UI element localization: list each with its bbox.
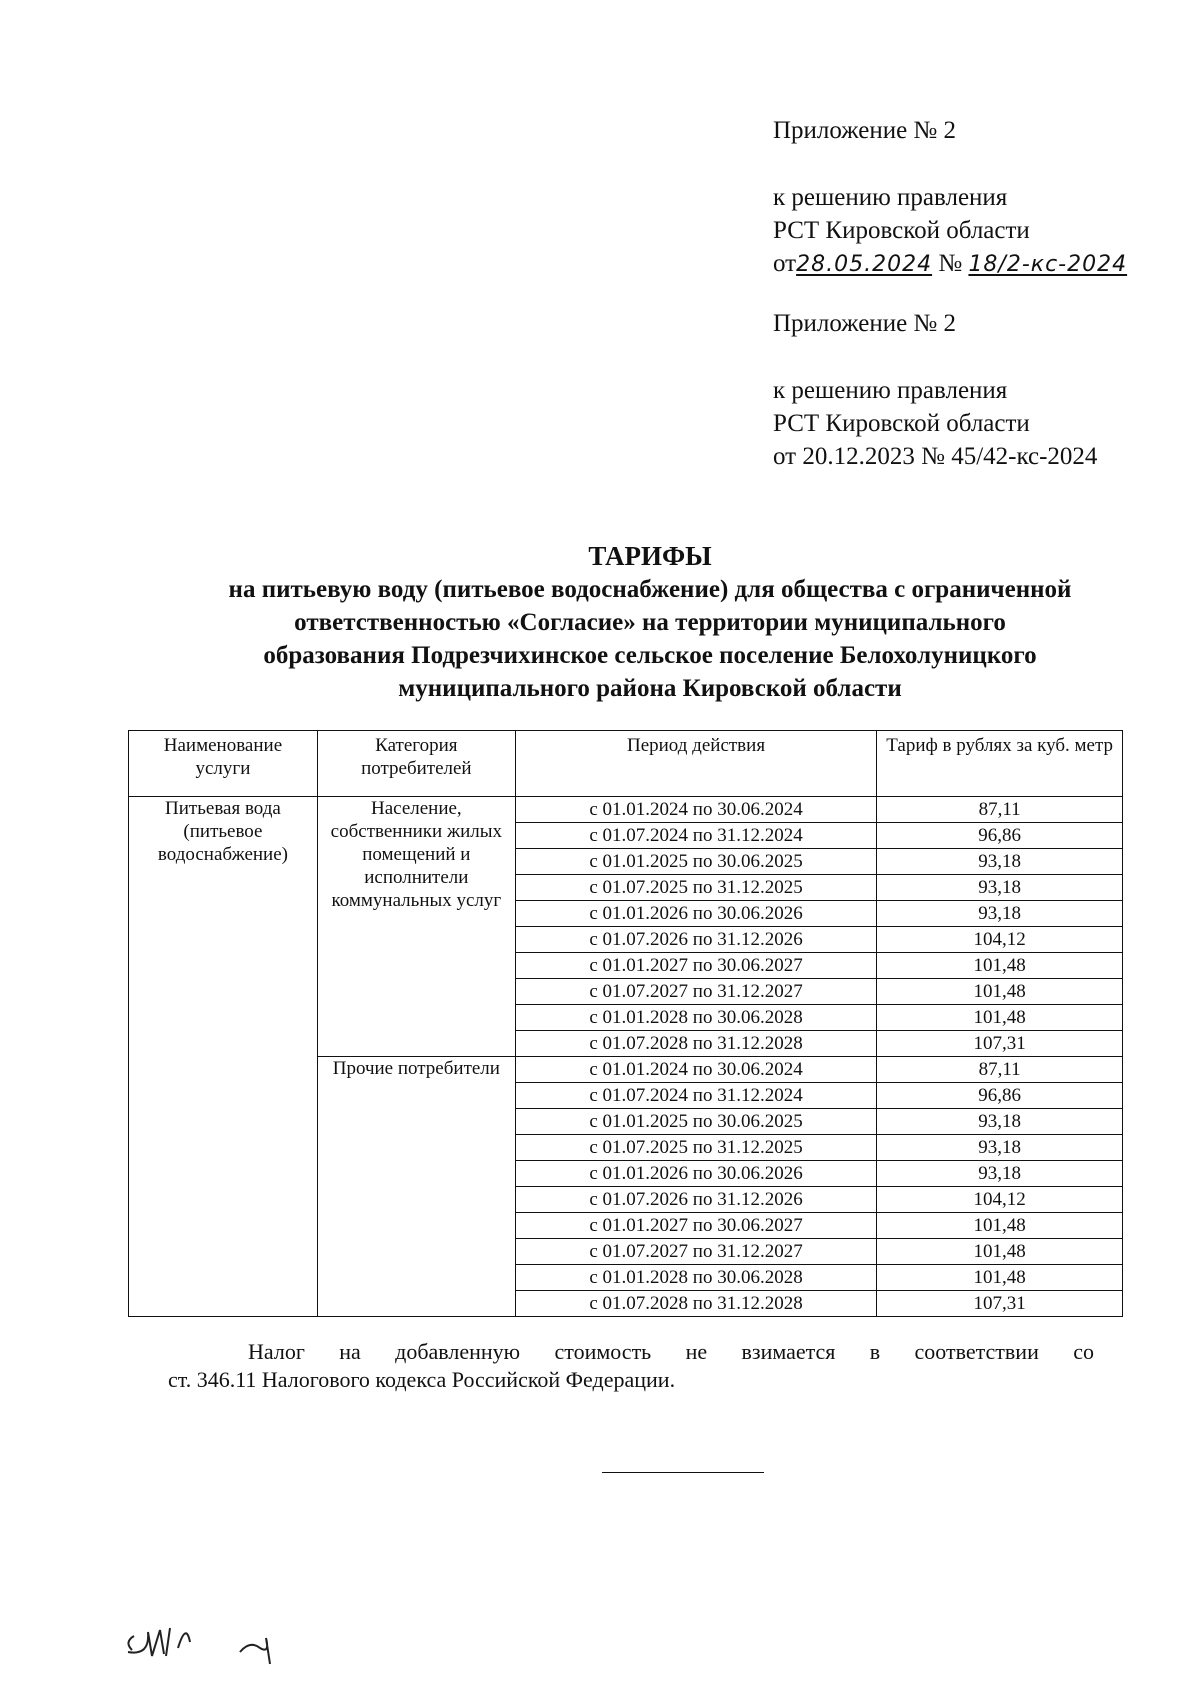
- period-cell: с 01.07.2024 по 31.12.2024: [515, 1083, 877, 1109]
- tariff-cell: 104,12: [877, 927, 1123, 953]
- tariff-cell: 104,12: [877, 1187, 1123, 1213]
- period-cell: с 01.01.2024 по 30.06.2024: [515, 797, 877, 823]
- header-period: Период действия: [515, 731, 877, 797]
- appendix-label: Приложение № 2: [773, 117, 957, 144]
- signature-initials: [120, 1612, 320, 1672]
- tariff-cell: 93,18: [877, 849, 1123, 875]
- tariff-cell: 107,31: [877, 1291, 1123, 1317]
- header-service: Наименование услуги: [129, 731, 318, 797]
- tax-note-line-1: Налог на добавленную стоимость не взимается в соответствии со: [248, 1339, 1094, 1364]
- period-cell: с 01.07.2026 по 31.12.2026: [515, 927, 877, 953]
- title-line-4: муниципального района Кировской области: [398, 675, 902, 702]
- title-line-3: образования Подрезчихинское сельское поселение Белохолуницкого: [263, 642, 1037, 669]
- header-category: Категория потребителей: [317, 731, 515, 797]
- tariff-table: [128, 730, 1123, 1317]
- service-name-cell: Питьевая вода (питьевое водоснабжение): [129, 797, 318, 1317]
- period-cell: с 01.07.2028 по 31.12.2028: [515, 1291, 877, 1317]
- period-cell: с 01.01.2024 по 30.06.2024: [515, 1057, 877, 1083]
- category-cell: Прочие потребители: [317, 1057, 515, 1317]
- decision-old-line-2: РСТ Кировской области: [773, 410, 1030, 437]
- period-cell: с 01.01.2026 по 30.06.2026: [515, 1161, 877, 1187]
- handwritten-date: 28.05.2024: [796, 252, 933, 277]
- tariff-cell: 93,18: [877, 1135, 1123, 1161]
- period-cell: с 01.07.2026 по 31.12.2026: [515, 1187, 877, 1213]
- tariff-cell: 93,18: [877, 1161, 1123, 1187]
- period-cell: с 01.07.2024 по 31.12.2024: [515, 823, 877, 849]
- tariff-cell: 107,31: [877, 1031, 1123, 1057]
- period-cell: с 01.07.2027 по 31.12.2027: [515, 979, 877, 1005]
- tariff-cell: 101,48: [877, 953, 1123, 979]
- category-cell: Население, собственники жилых помещений и исполнители коммунальных услуг: [317, 797, 515, 1057]
- appendix-label-old: Приложение № 2: [773, 310, 957, 337]
- tariff-cell: 87,11: [877, 797, 1123, 823]
- period-cell: с 01.01.2028 по 30.06.2028: [515, 1265, 877, 1291]
- period-cell: с 01.01.2027 по 30.06.2027: [515, 1213, 877, 1239]
- tariff-cell: 101,48: [877, 1265, 1123, 1291]
- header-new: [773, 114, 1127, 281]
- handwritten-number: 18/2-кс-2024: [968, 252, 1128, 277]
- header-old: [773, 307, 1097, 473]
- tariff-cell: 101,48: [877, 1239, 1123, 1265]
- decision-line-2: РСТ Кировской области: [773, 217, 1030, 244]
- title-heading: ТАРИФЫ: [588, 541, 712, 571]
- title-line-1: на питьевую воду (питьевое водоснабжение) для общества с ограниченной: [228, 576, 1072, 603]
- tariff-cell: 101,48: [877, 1005, 1123, 1031]
- tariff-cell: 96,86: [877, 1083, 1123, 1109]
- tariff-cell: 87,11: [877, 1057, 1123, 1083]
- tariff-cell: 101,48: [877, 1213, 1123, 1239]
- period-cell: с 01.07.2028 по 31.12.2028: [515, 1031, 877, 1057]
- header-tariff: Тариф в рублях за куб. метр: [877, 731, 1123, 797]
- tariff-cell: 101,48: [877, 979, 1123, 1005]
- tariff-cell: 96,86: [877, 823, 1123, 849]
- tariff-cell: 93,18: [877, 875, 1123, 901]
- separator-line: [602, 1472, 764, 1473]
- tax-note-line-2: ст. 346.11 Налогового кодекса Российской Федерации.: [168, 1367, 676, 1392]
- period-cell: с 01.07.2025 по 31.12.2025: [515, 875, 877, 901]
- table-row: [129, 797, 1123, 823]
- period-cell: с 01.01.2026 по 30.06.2026: [515, 901, 877, 927]
- tariff-cell: 93,18: [877, 901, 1123, 927]
- decision-line-1: к решению правления: [773, 184, 1008, 211]
- table-header-row: [129, 731, 1123, 797]
- period-cell: с 01.01.2025 по 30.06.2025: [515, 1109, 877, 1135]
- tariff-cell: 93,18: [877, 1109, 1123, 1135]
- period-cell: с 01.01.2028 по 30.06.2028: [515, 1005, 877, 1031]
- decision-date-line: от28.05.2024 № 18/2-кс-2024: [773, 250, 1128, 277]
- period-cell: с 01.07.2025 по 31.12.2025: [515, 1135, 877, 1161]
- period-cell: с 01.01.2025 по 30.06.2025: [515, 849, 877, 875]
- period-cell: с 01.07.2027 по 31.12.2027: [515, 1239, 877, 1265]
- document-title: [150, 540, 1150, 705]
- title-line-2: ответственностью «Согласие» на территории муниципального: [294, 609, 1006, 636]
- decision-old-line-3: от 20.12.2023 № 45/42-кс-2024: [773, 443, 1098, 470]
- tax-note: [168, 1338, 1094, 1394]
- period-cell: с 01.01.2027 по 30.06.2027: [515, 953, 877, 979]
- decision-old-line-1: к решению правления: [773, 377, 1008, 404]
